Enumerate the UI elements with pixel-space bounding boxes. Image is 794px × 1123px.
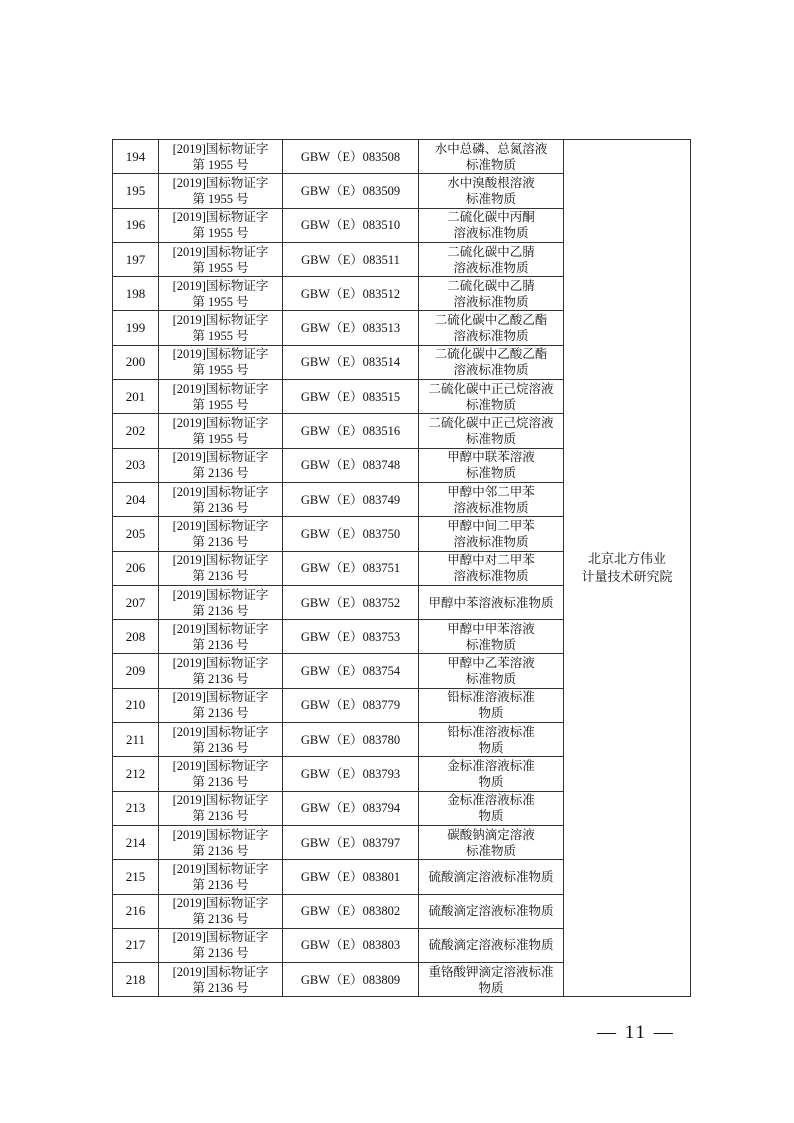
certificate-line-2: 第 1955 号 (192, 294, 249, 309)
cell-serial-number: 196 (113, 208, 159, 242)
cell-gbw-code: GBW（E）083809 (283, 963, 419, 997)
cell-material-name: 铅标准溶液标准 物质 (419, 723, 564, 757)
cell-serial-number: 215 (113, 860, 159, 894)
cell-serial-number: 212 (113, 757, 159, 791)
cell-serial-number: 200 (113, 345, 159, 379)
cell-material-name: 甲醇中乙苯溶液 标准物质 (419, 654, 564, 688)
cell-serial-number: 206 (113, 551, 159, 585)
cell-certificate (159, 825, 283, 859)
cell-serial-number: 197 (113, 242, 159, 276)
cell-gbw-code: GBW（E）083512 (283, 277, 419, 311)
cell-gbw-code: GBW（E）083753 (283, 620, 419, 654)
certificate-line-1: [2019]国标物证字 (172, 861, 269, 876)
cell-material-name: 铅标准溶液标准 物质 (419, 688, 564, 722)
cell-serial-number: 198 (113, 277, 159, 311)
cell-gbw-code: GBW（E）083751 (283, 551, 419, 585)
certificate-line-1: [2019]国标物证字 (172, 690, 269, 705)
cell-material-name: 甲醇中苯溶液标准物质 (419, 585, 564, 619)
certificate-line-1: [2019]国标物证字 (172, 758, 269, 773)
cell-serial-number: 209 (113, 654, 159, 688)
certificate-line-1: [2019]国标物证字 (172, 896, 269, 911)
cell-developer-unit: 北京北方伟业 计量技术研究院 (564, 140, 691, 997)
cell-gbw-code: GBW（E）083802 (283, 894, 419, 928)
table-row (113, 140, 691, 174)
certificate-line-2: 第 2136 号 (192, 466, 249, 481)
cell-certificate (159, 345, 283, 379)
certificate-line-2: 第 2136 号 (192, 774, 249, 789)
certificate-line-1: [2019]国标物证字 (172, 930, 269, 945)
cell-certificate (159, 963, 283, 997)
reference-material-table-container (112, 139, 690, 997)
cell-gbw-code: GBW（E）083510 (283, 208, 419, 242)
certificate-line-2: 第 2136 号 (192, 809, 249, 824)
certificate-line-1: [2019]国标物证字 (172, 964, 269, 979)
cell-certificate (159, 757, 283, 791)
cell-material-name: 水中总磷、总氮溶液 标准物质 (419, 140, 564, 174)
cell-gbw-code: GBW（E）083793 (283, 757, 419, 791)
cell-serial-number: 208 (113, 620, 159, 654)
cell-material-name: 硫酸滴定溶液标准物质 (419, 894, 564, 928)
cell-material-name: 甲醇中甲苯溶液 标准物质 (419, 620, 564, 654)
certificate-line-1: [2019]国标物证字 (172, 141, 269, 156)
cell-serial-number: 194 (113, 140, 159, 174)
certificate-line-1: [2019]国标物证字 (172, 724, 269, 739)
cell-gbw-code: GBW（E）083516 (283, 414, 419, 448)
cell-gbw-code: GBW（E）083511 (283, 242, 419, 276)
cell-material-name: 硫酸滴定溶液标准物质 (419, 860, 564, 894)
cell-material-name: 甲醇中邻二甲苯 溶液标准物质 (419, 482, 564, 516)
cell-material-name: 二硫化碳中乙腈 溶液标准物质 (419, 242, 564, 276)
certificate-line-2: 第 1955 号 (192, 260, 249, 275)
certificate-line-1: [2019]国标物证字 (172, 827, 269, 842)
cell-certificate (159, 482, 283, 516)
cell-serial-number: 195 (113, 174, 159, 208)
cell-certificate (159, 448, 283, 482)
certificate-line-2: 第 2136 号 (192, 534, 249, 549)
reference-material-table (112, 139, 691, 997)
cell-certificate (159, 860, 283, 894)
cell-serial-number: 199 (113, 311, 159, 345)
certificate-line-2: 第 1955 号 (192, 432, 249, 447)
cell-material-name: 碳酸钠滴定溶液 标准物质 (419, 825, 564, 859)
cell-certificate (159, 517, 283, 551)
cell-gbw-code: GBW（E）083750 (283, 517, 419, 551)
cell-material-name: 二硫化碳中乙腈 溶液标准物质 (419, 277, 564, 311)
certificate-line-2: 第 2136 号 (192, 980, 249, 995)
certificate-line-2: 第 1955 号 (192, 191, 249, 206)
cell-certificate (159, 140, 283, 174)
cell-gbw-code: GBW（E）083754 (283, 654, 419, 688)
cell-certificate (159, 585, 283, 619)
certificate-line-2: 第 2136 号 (192, 706, 249, 721)
certificate-line-2: 第 2136 号 (192, 946, 249, 961)
certificate-line-1: [2019]国标物证字 (172, 416, 269, 431)
cell-material-name: 重铬酸钾滴定溶液标准 物质 (419, 963, 564, 997)
cell-material-name: 二硫化碳中乙酸乙酯 溶液标准物质 (419, 311, 564, 345)
certificate-line-1: [2019]国标物证字 (172, 793, 269, 808)
cell-certificate (159, 208, 283, 242)
cell-certificate (159, 277, 283, 311)
cell-gbw-code: GBW（E）083779 (283, 688, 419, 722)
cell-gbw-code: GBW（E）083509 (283, 174, 419, 208)
certificate-line-1: [2019]国标物证字 (172, 484, 269, 499)
cell-serial-number: 218 (113, 963, 159, 997)
certificate-line-2: 第 1955 号 (192, 329, 249, 344)
certificate-line-2: 第 1955 号 (192, 363, 249, 378)
cell-gbw-code: GBW（E）083749 (283, 482, 419, 516)
cell-material-name: 甲醇中联苯溶液 标准物质 (419, 448, 564, 482)
cell-gbw-code: GBW（E）083797 (283, 825, 419, 859)
cell-serial-number: 201 (113, 380, 159, 414)
cell-certificate (159, 551, 283, 585)
cell-material-name: 水中溴酸根溶液 标准物质 (419, 174, 564, 208)
certificate-line-1: [2019]国标物证字 (172, 656, 269, 671)
certificate-line-2: 第 1955 号 (192, 157, 249, 172)
cell-serial-number: 202 (113, 414, 159, 448)
cell-certificate (159, 620, 283, 654)
certificate-line-1: [2019]国标物证字 (172, 244, 269, 259)
cell-certificate (159, 928, 283, 962)
cell-gbw-code: GBW（E）083748 (283, 448, 419, 482)
cell-serial-number: 203 (113, 448, 159, 482)
cell-material-name: 甲醇中对二甲苯 溶液标准物质 (419, 551, 564, 585)
certificate-line-2: 第 2136 号 (192, 637, 249, 652)
cell-gbw-code: GBW（E）083780 (283, 723, 419, 757)
cell-material-name: 二硫化碳中丙酮 溶液标准物质 (419, 208, 564, 242)
cell-certificate (159, 174, 283, 208)
cell-serial-number: 216 (113, 894, 159, 928)
certificate-line-1: [2019]国标物证字 (172, 450, 269, 465)
page-number: — 11 — (597, 1022, 675, 1043)
cell-serial-number: 210 (113, 688, 159, 722)
cell-certificate (159, 242, 283, 276)
cell-material-name: 二硫化碳中正己烷溶液 标准物质 (419, 414, 564, 448)
cell-gbw-code: GBW（E）083513 (283, 311, 419, 345)
certificate-line-1: [2019]国标物证字 (172, 313, 269, 328)
certificate-line-2: 第 2136 号 (192, 672, 249, 687)
certificate-line-2: 第 1955 号 (192, 226, 249, 241)
cell-gbw-code: GBW（E）083803 (283, 928, 419, 962)
certificate-line-2: 第 2136 号 (192, 740, 249, 755)
cell-serial-number: 217 (113, 928, 159, 962)
cell-certificate (159, 723, 283, 757)
cell-serial-number: 207 (113, 585, 159, 619)
certificate-line-1: [2019]国标物证字 (172, 175, 269, 190)
certificate-line-1: [2019]国标物证字 (172, 210, 269, 225)
cell-serial-number: 211 (113, 723, 159, 757)
cell-serial-number: 213 (113, 791, 159, 825)
cell-material-name: 二硫化碳中乙酸乙酯 溶液标准物质 (419, 345, 564, 379)
cell-serial-number: 205 (113, 517, 159, 551)
cell-certificate (159, 894, 283, 928)
cell-gbw-code: GBW（E）083801 (283, 860, 419, 894)
certificate-line-1: [2019]国标物证字 (172, 278, 269, 293)
certificate-line-2: 第 2136 号 (192, 569, 249, 584)
cell-material-name: 甲醇中间二甲苯 溶液标准物质 (419, 517, 564, 551)
certificate-line-2: 第 2136 号 (192, 877, 249, 892)
cell-gbw-code: GBW（E）083508 (283, 140, 419, 174)
cell-certificate (159, 414, 283, 448)
certificate-line-1: [2019]国标物证字 (172, 381, 269, 396)
certificate-line-1: [2019]国标物证字 (172, 518, 269, 533)
cell-gbw-code: GBW（E）083514 (283, 345, 419, 379)
certificate-line-1: [2019]国标物证字 (172, 621, 269, 636)
certificate-line-2: 第 1955 号 (192, 397, 249, 412)
cell-gbw-code: GBW（E）083752 (283, 585, 419, 619)
table-body (113, 140, 691, 997)
certificate-line-2: 第 2136 号 (192, 843, 249, 858)
certificate-line-1: [2019]国标物证字 (172, 553, 269, 568)
cell-certificate (159, 311, 283, 345)
cell-material-name: 金标准溶液标准 物质 (419, 791, 564, 825)
certificate-line-1: [2019]国标物证字 (172, 587, 269, 602)
cell-serial-number: 214 (113, 825, 159, 859)
certificate-line-1: [2019]国标物证字 (172, 347, 269, 362)
cell-material-name: 硫酸滴定溶液标准物质 (419, 928, 564, 962)
cell-material-name: 金标准溶液标准 物质 (419, 757, 564, 791)
cell-serial-number: 204 (113, 482, 159, 516)
cell-certificate (159, 791, 283, 825)
cell-gbw-code: GBW（E）083515 (283, 380, 419, 414)
certificate-line-2: 第 2136 号 (192, 603, 249, 618)
cell-certificate (159, 654, 283, 688)
cell-certificate (159, 688, 283, 722)
certificate-line-2: 第 2136 号 (192, 500, 249, 515)
certificate-line-2: 第 2136 号 (192, 912, 249, 927)
cell-certificate (159, 380, 283, 414)
cell-gbw-code: GBW（E）083794 (283, 791, 419, 825)
cell-material-name: 二硫化碳中正己烷溶液 标准物质 (419, 380, 564, 414)
